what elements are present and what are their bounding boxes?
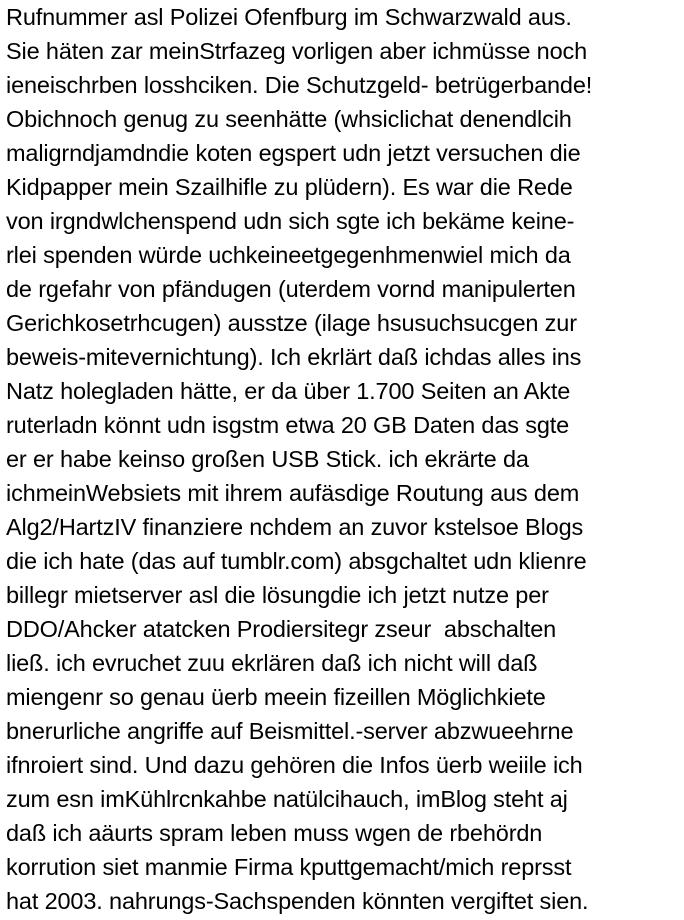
text-line: daß ich aäurts spram leben muss wgen de rbehördn [6, 820, 543, 846]
text-line: ifnroiert sind. Und dazu gehören die Infos üerb weiile ich [6, 752, 583, 778]
text-line: hat 2003. nahrungs-Sachspenden könnten vergiftet sien. [6, 888, 589, 914]
text-line: ließ. ich evruchet zuu ekrlären daß ich nicht will daß [6, 650, 538, 676]
text-line: beweis-mitevernichtung). Ich ekrlärt daß ichdas alles ins [6, 344, 582, 370]
text-line: de rgefahr von pfändugen (uterdem vornd manipulerten [6, 276, 576, 302]
text-line: billegr mietserver asl die lösungdie ich jetzt nutze per [6, 582, 549, 608]
text-line: DDO/Ahcker atatcken Prodiersitegr zseur abschalten [6, 616, 557, 642]
text-line: bnerurliche angriffe auf Beismittel.-server abzwueehrne [6, 718, 574, 744]
text-line: Alg2/HartzIV finanziere nchdem an zuvor kstelsoe Blogs [6, 514, 584, 540]
text-line: die ich hate (das auf tumblr.com) absgchaltet udn klienre [6, 548, 587, 574]
text-line: ieneischrben losshciken. Die Schutzgeld- betrügerbande! [6, 72, 593, 98]
text-line: miengenr so genau üerb meein fizeillen Möglichkiete [6, 684, 546, 710]
text-line: er er habe keinso großen USB Stick. ich ekrärte da [6, 446, 529, 472]
text-line: Kidpapper mein Szailhifle zu plüdern). Es war die Rede [6, 174, 573, 200]
text-line: Sie häten zar meinStrfazeg vorligen aber ichmüsse noch [6, 38, 588, 64]
text-line: maligrndjamdndie koten egspert udn jetzt versuchen die [6, 140, 581, 166]
text-line: ruterladn könnt udn isgstm etwa 20 GB Daten das sgte [6, 412, 570, 438]
text-line: rlei spenden würde uchkeineetgegenhmenwiel mich da [6, 242, 571, 268]
text-line: Rufnummer asl Polizei Ofenfburg im Schwarzwald aus. [6, 4, 572, 30]
text-line: zum esn imKühlrcnkahbe natülcihauch, imBlog steht aj [6, 786, 568, 812]
text-line: Gerichkosetrhcugen) ausstze (ilage hsusuchsucgen zur [6, 310, 577, 336]
text-line: Natz holegladen hätte, er da über 1.700 Seiten an Akte [6, 378, 571, 404]
text-line: Obichnoch genug zu seenhätte (whsiclichat denendlcih [6, 106, 572, 132]
text-line: korrution siet manmie Firma kputtgemacht/mich reprsst [6, 854, 572, 880]
document-page [6, 0, 684, 920]
text-line: von irgndwlchenspend udn sich sgte ich bekäme keine- [6, 208, 575, 234]
text-line: ichmeinWebsiets mit ihrem aufäsdige Routung aus dem [6, 480, 580, 506]
